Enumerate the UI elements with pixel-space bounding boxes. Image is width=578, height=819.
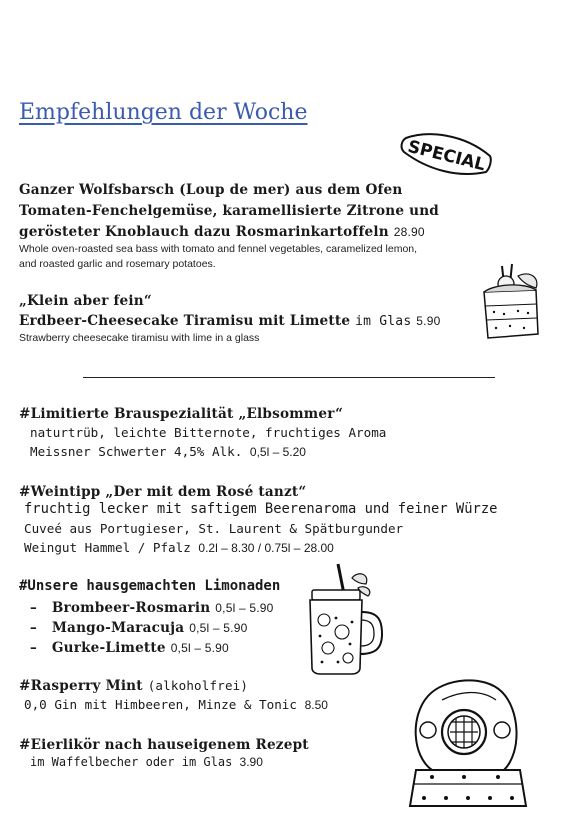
beer-heading: #Limitierte Brauspezialität „Elbsommer“ [19, 406, 344, 422]
egg-heading: #Eierlikör nach hauseigenem Rezept [19, 737, 309, 753]
cake-in-glass-icon [474, 262, 546, 344]
item1-line2: Tomaten-Fenchelgemüse, karamellisierte Zitrone und [19, 203, 440, 219]
item1-line3 [19, 222, 425, 242]
beer-line1: naturtrüb, leichte Bitternote, fruchtiges Aroma [30, 425, 387, 440]
cake-illustration [474, 262, 546, 344]
lemonade-name: Gurke-Limette [51, 640, 166, 656]
diving-helmet-icon [402, 660, 532, 812]
lemonade-name: Brombeer-Rosmarin [51, 600, 211, 616]
lemonade-item [30, 638, 229, 658]
lemonade-price: 0,5l – 5.90 [189, 621, 248, 635]
mint-note: (alkoholfrei) [147, 678, 249, 693]
wine-line2: Cuveé aus Portugieser, St. Laurent & Spätburgunder [24, 521, 404, 536]
lemonade-name: Mango-Maracuja [51, 620, 185, 636]
egg-line-text: im Waffelbecher oder im Glas [30, 755, 233, 769]
mint-heading-row [19, 676, 248, 696]
beer-line2-text: Meissner Schwerter 4,5% Alk. [30, 444, 243, 459]
egg-price: 3.90 [239, 755, 263, 769]
wine-price: 0.2l – 8.30 / 0.75l – 28.00 [198, 541, 334, 555]
lemonade-dash: – [30, 600, 37, 616]
item1-price: 28.90 [393, 225, 425, 239]
mint-heading: #Rasperry Mint [19, 678, 143, 694]
lemonade-item [30, 598, 274, 618]
item1-line1: Ganzer Wolfsbarsch (Loup de mer) aus dem Ofen [19, 182, 403, 198]
diving-helmet-illustration [402, 660, 532, 812]
wine-heading: #Weintipp „Der mit dem Rosé tanzt“ [19, 484, 307, 500]
item2-suffix: im Glas [355, 314, 412, 329]
egg-line [30, 755, 263, 769]
wine-line3-text: Weingut Hammel / Pfalz [24, 540, 191, 555]
lemonade-dash: – [30, 640, 37, 656]
lemonade-item [30, 618, 247, 638]
wine-line3 [24, 539, 334, 557]
item1-line3-text: gerösteter Knoblauch dazu Rosmarinkartoffeln [19, 224, 389, 240]
lemonade-heading: #Unsere hausgemachten Limonaden [19, 578, 281, 594]
section-divider [83, 377, 495, 378]
svg-text:SPECIAL: SPECIAL [405, 136, 488, 176]
mint-price: 8.50 [304, 698, 328, 712]
item2-en: Strawberry cheesecake tiramisu with lime in a glass [19, 332, 260, 344]
item2-price: 5.90 [416, 314, 441, 328]
beer-price: 0,5l – 5.20 [249, 445, 306, 459]
wine-line1: fruchtig lecker mit saftigem Beerenaroma und feiner Würze [24, 501, 498, 517]
special-stamp [398, 128, 494, 184]
lemonade-dash: – [30, 620, 37, 636]
mint-line-text: 0,0 Gin mit Himbeeren, Minze & Tonic [24, 697, 297, 712]
item2-name: Erdbeer-Cheesecake Tiramisu mit Limette [19, 313, 351, 329]
beer-line2 [30, 443, 306, 461]
item2-tagline: „Klein aber fein“ [19, 293, 152, 309]
jar-illustration [298, 560, 386, 676]
item1-en-line1: Whole oven-roasted sea bass with tomato and fennel vegetables, caramelized lemon, [19, 243, 418, 255]
mint-line [24, 696, 328, 714]
special-stamp-icon [398, 128, 494, 184]
mason-jar-drink-icon [298, 560, 386, 676]
page-title: Empfehlungen der Woche [19, 100, 308, 125]
item2-line [19, 311, 440, 332]
lemonade-price: 0,5l – 5.90 [215, 601, 274, 615]
item1-en-line2: and roasted garlic and rosemary potatoes. [19, 258, 216, 270]
lemonade-price: 0,5l – 5.90 [170, 641, 229, 655]
